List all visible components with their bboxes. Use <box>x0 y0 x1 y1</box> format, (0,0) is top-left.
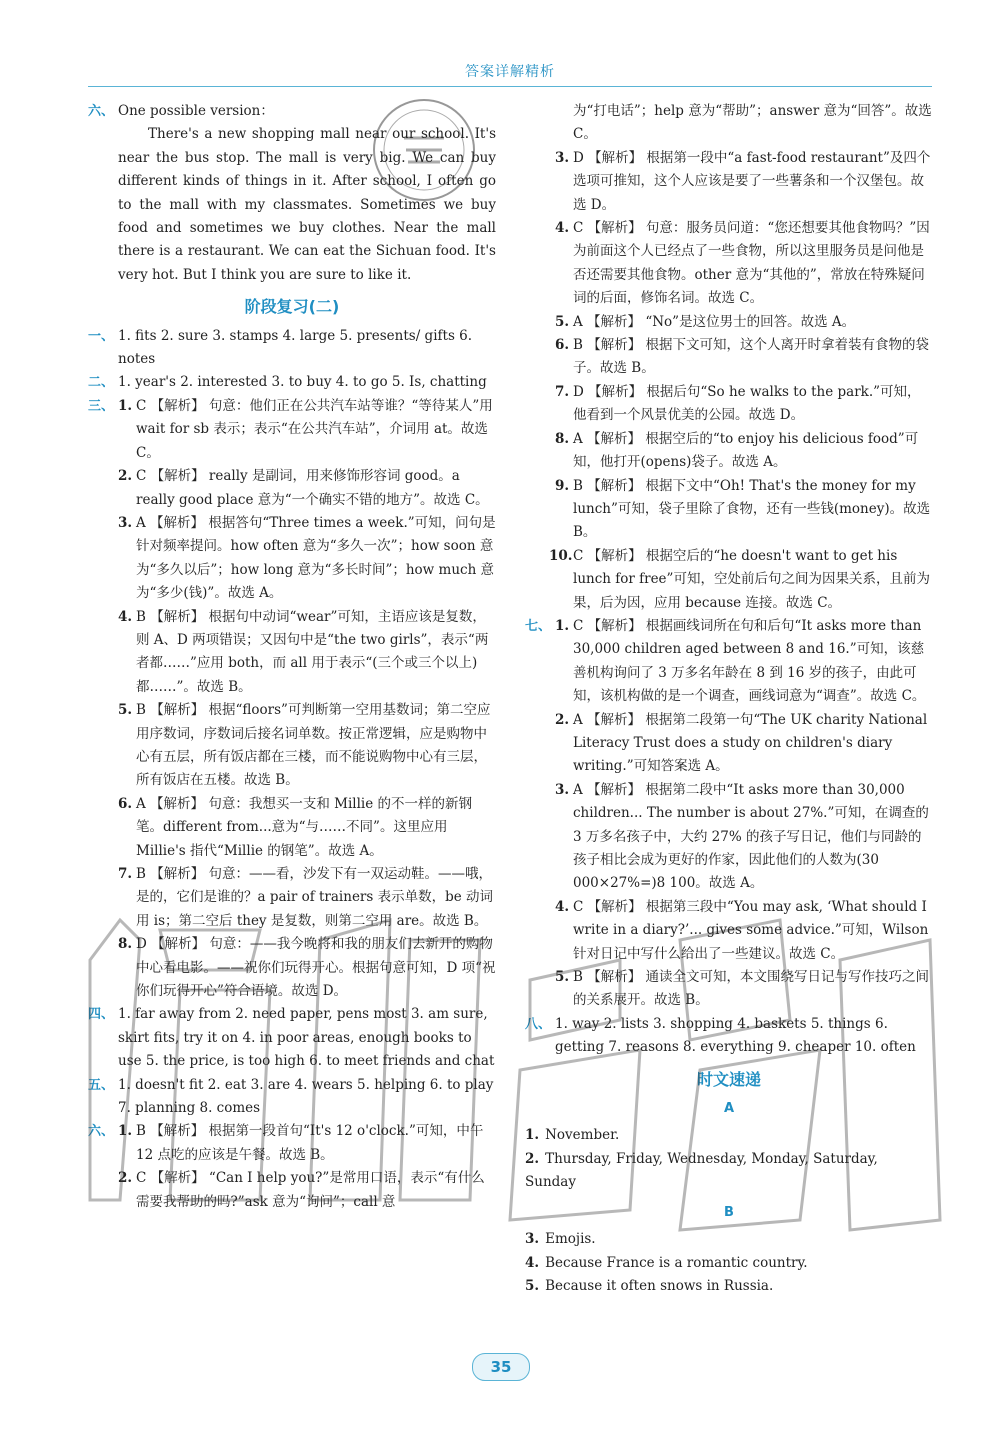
item-number: 4. <box>525 1254 540 1271</box>
item-number: 5. <box>555 313 570 330</box>
item-number: 2. <box>555 711 570 728</box>
item-text: D 【解析】 根据后句“So he walks to the park.”可知，他看到一个风景优美的公园。故选 D。 <box>573 383 921 424</box>
answer-item <box>525 217 933 311</box>
item-text: A 【解析】 根据答句“Three times a week.”可知，问句是针对频率提问。how often 意为“多久一次”；how soon 意为“多久以后”；how long 意为“多长时间”；how much 意为“多少(钱)”。故选 A。 <box>136 514 496 602</box>
section-marker: 一、 <box>88 328 115 344</box>
item-number: 5. <box>555 969 570 986</box>
item-text: A 【解析】 根据第二段中“It asks more than 30,000 children... The number is about 27%.”可知，在调查的 3 万多名孩子中，大约 27% 的孩子写日记，他们与同龄的孩子相比会成为更好的作家，因此他们的人数为(30 000×27%=)8 100。故选 A。 <box>573 781 929 892</box>
item-text: B 【解析】 根据“floors”可判断第一空用基数词；第二空应用序数词，序数词后接名词单数。按正常逻辑，应是购物中心有五层，所有饭店都在三楼，而不能说购物中心有三层，所有饭店在五楼。故选 B。 <box>136 702 491 789</box>
section-title-news: 时文速递 <box>696 1069 761 1089</box>
item-number: 5. <box>525 1277 540 1294</box>
answer-item <box>525 381 933 428</box>
item-text: B 【解析】 根据第一段首句“It's 12 o'clock.”可知，中午 12 点吃的应该是午餐。故选 B。 <box>136 1123 484 1163</box>
item-text: Because it often snows in Russia. <box>545 1277 774 1294</box>
item-text: November. <box>545 1127 620 1144</box>
item-text: B 【解析】 根据下文可知，这个人离开时拿着装有食物的袋子。故选 B。 <box>573 337 930 377</box>
item-number: 1. <box>555 617 570 634</box>
item-text: A 【解析】 句意：我想买一支和 Millie 的不一样的新钢笔。different from...意为“与……不同”。这里应用 Millie's 指代“Millie 的钢笔”。故选 A。 <box>136 795 472 859</box>
item-text: A 【解析】 “No”是这位男士的回答。故选 A。 <box>573 313 856 330</box>
answer-item <box>525 709 933 779</box>
section-marker: 五、 <box>88 1077 115 1093</box>
part-a-label: A <box>723 1101 735 1117</box>
item-number: 10. <box>549 547 573 564</box>
answer-item <box>88 606 496 700</box>
answer-item <box>525 779 933 896</box>
section-1-answers: 1. fits 2. sure 3. stamps 4. large 5. presents/ gifts 6. notes <box>118 327 473 368</box>
item-number: 3. <box>555 149 570 166</box>
item-number: 5. <box>118 702 133 719</box>
answer-item <box>88 465 496 512</box>
item-text: C 【解析】 really 是副词，用来修饰形容词 good。a really good place 意为“一个确实不错的地方”。故选 C。 <box>136 468 489 508</box>
item-number: 4. <box>555 898 570 915</box>
item-number: 4. <box>555 220 570 237</box>
continued-text: 为“打电话”；help 意为“帮助”；answer 意为“回答”。故选 C。 <box>573 103 932 143</box>
section-8-answers: 1. way 2. lists 3. shopping 4. baskets 5. things 6. getting 7. reasons 8. everything 9. cheaper 10. often <box>555 1015 916 1056</box>
item-text: C 【解析】 句意：服务员问道：“您还想要其他食物吗？”因为前面这个人已经点了一些食物，所以这里服务员是问他是否还需要其他食物。other 意为“其他的”，常放在特殊疑问词的后面，修饰名词。故选 C。 <box>573 220 930 307</box>
answer-item <box>88 699 496 793</box>
item-text: B 【解析】 根据句中动词“wear”可知，主语应该是复数，则 A、D 两项错误；又因句中是“the two girls”，表示“两者都……”应用 both，而 all 用于表示“(三个或三个以上)都……”。故选 B。 <box>136 608 489 695</box>
item-number: 3. <box>525 1231 540 1248</box>
answer-item <box>525 545 933 615</box>
part-b-label: B <box>724 1204 734 1220</box>
section-6-continued <box>525 147 933 615</box>
item-number: 1. <box>525 1127 540 1144</box>
page-number: 35 <box>472 1353 530 1381</box>
section-marker: 三、 <box>88 398 115 414</box>
answer-item <box>525 147 933 217</box>
section-marker: 六、 <box>88 104 115 119</box>
item-text: C 【解析】 句意：他们正在公共汽车站等谁？“等待某人”用 wait for sb 表示；表示“在公共汽车站”，介词用 at。故选 C。 <box>136 397 493 461</box>
item-text: A 【解析】 根据第二段第一句“The UK charity National Literacy Trust does a study on children's diary writing.”可知答案选 A。 <box>573 711 928 775</box>
section-2-answers: 1. year's 2. interested 3. to buy 4. to go 5. Is, chatting <box>118 374 487 391</box>
item-number: 1. <box>118 397 133 414</box>
item-number: 8. <box>118 936 133 953</box>
answer-item <box>88 395 496 465</box>
item-text: D 【解析】 根据第一段中“a fast-food restaurant”及四个选项可推知，这个人应该是要了一些薯条和一个汉堡包。故选 D。 <box>573 149 931 213</box>
answer-item <box>88 793 496 863</box>
item-number: 6. <box>118 795 133 812</box>
item-text: C 【解析】 根据第三段中“You may ask, ‘What should I write in a diary?’... gives some advice.”可知，Wilson 针对日记中写什么给出了一些建议。故选 C。 <box>573 898 929 962</box>
item-text: B 【解析】 通读全文可知，本文围绕写日记与写作技巧之间的关系展开。故选 B。 <box>573 969 930 1009</box>
item-text: Emojis. <box>545 1231 596 1248</box>
section-title-review: 阶段复习(二) <box>244 297 340 317</box>
section-5-answers: 1. doesn't fit 2. eat 3. are 4. wears 5. helping 6. to play 7. planning 8. comes <box>118 1076 494 1117</box>
item-text: B 【解析】 句意：——看，沙发下有一双运动鞋。——哦，是的，它们是谁的？a pair of trainers 表示单数，be 动词用 is；第二空后 they 是复数，则第二空用 are。故选 B。 <box>136 866 494 929</box>
section-1 <box>88 325 496 372</box>
item-text: Thursday, Friday, Wednesday, Monday, Saturday, Sunday <box>525 1150 878 1191</box>
section-marker: 六、 <box>88 1124 115 1140</box>
item-number: 2. <box>525 1150 540 1167</box>
item-number: 3. <box>555 781 570 798</box>
essay-block <box>88 100 496 123</box>
item-number: 6. <box>555 337 570 354</box>
item-number: 4. <box>118 608 133 625</box>
header-title: 答案详解精析 <box>465 64 555 80</box>
section-marker: 八、 <box>525 1016 552 1032</box>
item-number: 2. <box>118 1170 133 1187</box>
list-item <box>525 1275 933 1298</box>
page-header <box>88 58 932 87</box>
item-number: 2. <box>118 468 133 485</box>
item-text: C 【解析】 根据空后的“he doesn't want to get his lunch for free”可知，空处前后句之间为因果关系，且前为果，后为因，应用 because 连接。故选 C。 <box>573 547 930 611</box>
section-4-answers: 1. far away from 2. need paper, pens most 3. am sure, skirt fits, try it on 4. in poor areas, enough books to use 5. the price, is too high 6. to meet friends and chat <box>118 1006 495 1070</box>
item-number: 7. <box>118 866 133 882</box>
item-text: D 【解析】 句意：——我今晚将和我的朋友们去新开的购物中心看电影。——祝你们玩得开心。根据句意可知，D 项“祝你们玩得开心”符合语境。故选 D。 <box>136 936 496 1000</box>
item-text: C 【解析】 “Can I help you?”是常用口语，表示“有什么需要我帮助的吗?”ask 意为“询问”；call 意 <box>136 1170 485 1210</box>
answer-item <box>525 428 933 475</box>
item-number: 3. <box>118 514 133 531</box>
item-number: 1. <box>118 1123 133 1140</box>
watermark-icon <box>60 900 950 1260</box>
answer-item <box>525 615 933 709</box>
section-marker: 七、 <box>525 618 552 634</box>
answer-item <box>525 334 933 381</box>
answer-item <box>525 475 933 545</box>
section-marker: 四、 <box>88 1007 115 1023</box>
item-text: C 【解析】 根据画线词所在句和后句“It asks more than 30,000 children aged between 8 and 16.”可知，该慈善机构询问了 3 万多名年龄在 8 到 16 岁的孩子，由此可知，该机构做的是一个调查，画线词意为“调查”。故选 C。 <box>573 617 926 705</box>
section-marker: 二、 <box>88 375 115 391</box>
item-text: A 【解析】 根据空后的“to enjoy his delicious food”可知，他打开(opens)袋子。故选 A。 <box>573 430 919 471</box>
essay-body: There's a new shopping mall near our school. It's near the bus stop. The mall is very big. We can buy different kinds of things in it. After school, I often go to the mall with my classmates. Sometimes we buy food and sometimes we buy clothes. Near the mall there is a restaurant. We can eat the Sichuan food. It's very hot. But I think you are sure to like it. <box>118 126 496 283</box>
answer-item <box>88 512 496 606</box>
section-2 <box>88 371 496 394</box>
essay-intro: One possible version： <box>118 103 274 119</box>
item-number: 7. <box>555 383 570 400</box>
item-number: 8. <box>555 430 570 447</box>
item-text: Because France is a romantic country. <box>545 1254 808 1271</box>
item-number: 9. <box>555 477 570 494</box>
answer-item <box>525 311 933 334</box>
item-text: B 【解析】 根据下文中“Oh! That's the money for my lunch”可知，袋子里除了食物，还有一些钱(money)。故选 B。 <box>573 477 931 541</box>
